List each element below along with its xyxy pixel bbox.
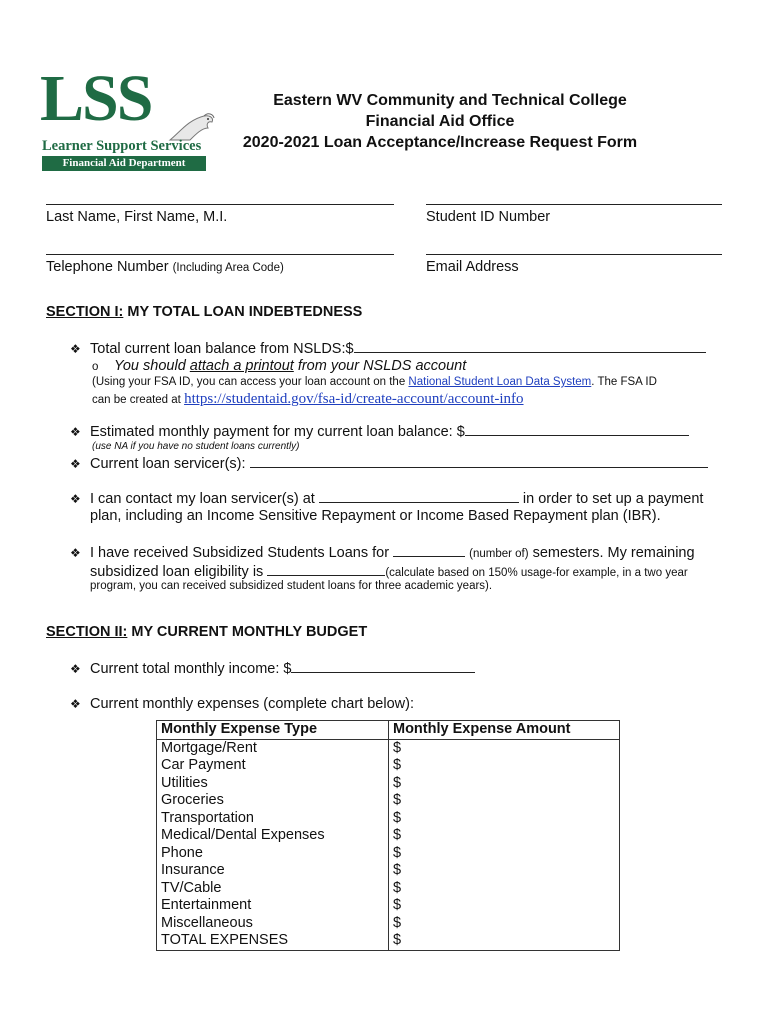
nslds-link[interactable]: National Student Loan Data System — [408, 376, 592, 388]
expense-type: Insurance — [157, 862, 389, 880]
fsa-note-pre: (Using your FSA ID, you can access your loan account on the — [92, 376, 409, 388]
student-id-field[interactable] — [426, 204, 722, 225]
telephone-field[interactable] — [46, 254, 394, 275]
table-row — [157, 739, 620, 757]
expense-type: Transportation — [157, 810, 389, 828]
subsidized-post: semesters. My remaining — [532, 545, 695, 561]
expense-type: Phone — [157, 845, 389, 863]
subsidized-pre: I have received Subsidized Students Loans for — [90, 545, 390, 561]
section-1-title: MY TOTAL LOAN INDEBTEDNESS — [127, 304, 363, 320]
section-2-heading — [46, 624, 367, 640]
section-1-prefix: SECTION I: — [46, 304, 124, 320]
loan-servicer-input[interactable] — [250, 455, 708, 468]
table-row — [157, 827, 620, 845]
table-row — [157, 915, 620, 933]
table-row-total — [157, 932, 620, 950]
loan-servicer-label: Current loan servicer(s): — [90, 456, 246, 472]
expense-type: Medical/Dental Expenses — [157, 827, 389, 845]
logo-letters: LSS — [40, 62, 152, 135]
bullet-contact-servicer — [70, 490, 703, 507]
form-header — [210, 90, 670, 153]
eligibility-note: (calculate based on 150% usage-for example, in a two year — [385, 567, 688, 579]
expense-amount[interactable]: $ — [389, 757, 620, 775]
diamond-bullet-icon: ❖ — [70, 492, 81, 506]
lss-logo — [40, 62, 210, 172]
diamond-bullet-icon: ❖ — [70, 697, 81, 711]
name-label: Last Name, First Name, M.I. — [46, 209, 228, 225]
bullet-subsidized-loans — [70, 544, 695, 561]
header-expense-type: Monthly Expense Type — [157, 721, 389, 740]
telephone-label: Telephone Number — [46, 259, 169, 275]
fsa-id-link[interactable]: https://studentaid.gov/fsa-id/create-account/account-info — [184, 391, 524, 407]
expense-type: Mortgage/Rent — [157, 739, 389, 757]
expense-type: Miscellaneous — [157, 915, 389, 933]
bullet-loan-servicer — [70, 455, 708, 472]
subsidized-line3: program, you can received subsidized student loans for three academic years). — [90, 580, 493, 592]
table-row — [157, 880, 620, 898]
telephone-note: (Including Area Code) — [172, 262, 284, 274]
email-field[interactable] — [426, 254, 722, 275]
monthly-payment-label: Estimated monthly payment for my current loan balance: $ — [90, 424, 465, 440]
diamond-bullet-icon: ❖ — [70, 662, 81, 676]
na-note: (use NA if you have no student loans currently) — [92, 441, 300, 452]
attach-pre: You should — [114, 358, 190, 374]
table-row — [157, 897, 620, 915]
contact-line2: plan, including an Income Sensitive Repayment or Income Based Repayment plan (IBR). — [90, 508, 661, 524]
expense-amount[interactable]: $ — [389, 932, 620, 950]
expense-type: TV/Cable — [157, 880, 389, 898]
logo-department: Financial Aid Department — [42, 156, 206, 171]
expense-amount[interactable]: $ — [389, 775, 620, 793]
loan-balance-input[interactable] — [354, 340, 706, 353]
expense-amount[interactable]: $ — [389, 739, 620, 757]
section-1-heading — [46, 304, 362, 320]
expense-amount[interactable]: $ — [389, 915, 620, 933]
table-header-row — [157, 721, 620, 740]
diamond-bullet-icon: ❖ — [70, 457, 81, 471]
fsa-note-line1 — [92, 376, 657, 388]
contact-post: in order to set up a payment — [522, 491, 704, 507]
expense-table — [156, 720, 620, 951]
expense-amount[interactable]: $ — [389, 897, 620, 915]
expense-amount[interactable]: $ — [389, 792, 620, 810]
contact-pre: I can contact my loan servicer(s) at — [90, 491, 315, 507]
monthly-payment-input[interactable] — [465, 423, 689, 436]
fsa-note-post: . The FSA ID — [591, 376, 657, 388]
number-of-note: (number of) — [469, 548, 529, 560]
attach-emphasis: attach a printout — [189, 358, 294, 374]
servicer-contact-input[interactable] — [319, 490, 519, 503]
eligibility-input[interactable] — [267, 563, 385, 576]
office-name: Financial Aid Office — [365, 113, 515, 130]
attach-post: from your NSLDS account — [293, 358, 467, 374]
expense-amount[interactable]: $ — [389, 862, 620, 880]
email-label: Email Address — [426, 259, 519, 275]
loan-balance-label: Total current loan balance from NSLDS:$ — [90, 341, 354, 357]
college-name: Eastern WV Community and Technical College — [273, 92, 627, 109]
expense-type: Entertainment — [157, 897, 389, 915]
table-row — [157, 757, 620, 775]
header-expense-amount: Monthly Expense Amount — [389, 721, 620, 740]
logo-subtitle: Learner Support Services — [42, 138, 202, 154]
bullet-monthly-payment — [70, 423, 689, 440]
monthly-expenses-label: Current monthly expenses (complete chart below): — [90, 696, 414, 712]
expense-type: Groceries — [157, 792, 389, 810]
table-row — [157, 792, 620, 810]
expense-type: Car Payment — [157, 757, 389, 775]
eligibility-label: subsidized loan eligibility is — [90, 564, 264, 580]
monthly-income-input[interactable] — [291, 660, 475, 673]
section-2-title: MY CURRENT MONTHLY BUDGET — [131, 624, 368, 640]
diamond-bullet-icon: ❖ — [70, 546, 81, 560]
diamond-bullet-icon: ❖ — [70, 425, 81, 439]
table-row — [157, 862, 620, 880]
form-title: 2020-2021 Loan Acceptance/Increase Request Form — [242, 134, 638, 151]
expense-type: TOTAL EXPENSES — [157, 932, 389, 950]
expense-amount[interactable]: $ — [389, 845, 620, 863]
subsidized-line2 — [90, 563, 688, 580]
section-2-prefix: SECTION II: — [46, 624, 128, 640]
semesters-input[interactable] — [393, 544, 465, 557]
expense-amount[interactable]: $ — [389, 880, 620, 898]
name-field[interactable] — [46, 204, 394, 225]
table-row — [157, 775, 620, 793]
bullet-monthly-expenses — [70, 696, 414, 712]
bullet-loan-balance — [70, 340, 706, 357]
fsa-note-line2 — [92, 391, 524, 408]
expense-amount[interactable]: $ — [389, 810, 620, 828]
student-id-label: Student ID Number — [426, 209, 551, 225]
diamond-bullet-icon: ❖ — [70, 342, 81, 356]
sub-bullet-marker: o — [92, 361, 99, 373]
bullet-monthly-income — [70, 660, 475, 677]
monthly-income-label: Current total monthly income: $ — [90, 661, 292, 677]
expense-type: Utilities — [157, 775, 389, 793]
table-row — [157, 810, 620, 828]
fsa-note2-pre: can be created at — [92, 394, 185, 406]
expense-amount[interactable]: $ — [389, 827, 620, 845]
table-row — [157, 845, 620, 863]
attach-note — [92, 358, 466, 374]
